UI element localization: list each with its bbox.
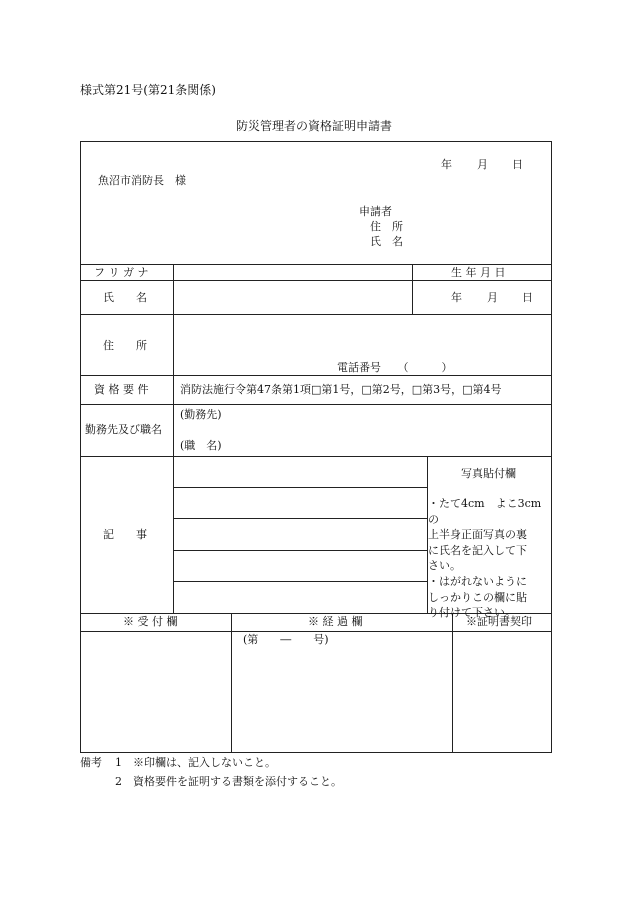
photo-line: さい。 [428, 559, 461, 573]
name-label: 氏 名 [103, 291, 147, 304]
applicant-label: 申請者 [359, 205, 392, 218]
date-year: 年 [441, 158, 452, 171]
addressee: 魚沼市消防長 様 [98, 174, 186, 187]
date-month: 月 [477, 158, 488, 171]
remarks-item: 1 ※印欄は、記入しないこと。 [115, 756, 276, 769]
workplace-value: (勤務先) [180, 408, 222, 421]
photo-line: り付けて下さい。 [428, 606, 516, 620]
process-number: (第 ― 号) [243, 633, 329, 646]
seal-header: ※証明書契印 [466, 615, 532, 628]
applicant-name-label: 氏 名 [370, 235, 403, 248]
remarks-label: 備考 [80, 756, 102, 769]
photo-line: ・はがれないように [428, 574, 527, 588]
date-day: 日 [512, 158, 523, 171]
reception-header: ※ 受 付 欄 [123, 615, 178, 628]
photo-instructions [428, 496, 546, 621]
page-title: 防災管理者の資格証明申請書 [236, 119, 393, 133]
birth-day: 日 [522, 291, 533, 304]
photo-title: 写真貼付欄 [461, 467, 516, 480]
birthdate-label: 生 年 月 日 [451, 266, 506, 279]
birth-month: 月 [487, 291, 498, 304]
phone-number-label: 電話番号 （ ） [337, 361, 453, 374]
form-number: 様式第21号(第21条関係) [80, 83, 216, 97]
photo-line: しっかりこの欄に貼 [428, 590, 527, 604]
photo-line: 上半身正面写真の裏 [428, 528, 527, 542]
process-header: ※ 経 過 欄 [308, 615, 363, 628]
qualification-options: 消防法施行令第47条第1項□第1号，□第2号，□第3号，□第4号 [180, 383, 502, 396]
photo-line: に氏名を記入して下 [428, 543, 527, 557]
birth-year: 年 [451, 291, 462, 304]
furigana-label: フ リ ガ ナ [94, 266, 149, 279]
workplace-label: 勤務先及び職名 [85, 423, 162, 436]
remarks-item: 2 資格要件を証明する書類を添付すること。 [115, 775, 342, 788]
application-form [80, 141, 552, 753]
position-value: (職 名) [180, 439, 222, 452]
address-label: 住 所 [103, 339, 147, 352]
notes-label: 記 事 [103, 528, 147, 541]
applicant-address-label: 住 所 [370, 220, 403, 233]
qualification-label: 資 格 要 件 [94, 383, 149, 396]
photo-line: ・たて4cm よこ3cmの [428, 497, 542, 526]
